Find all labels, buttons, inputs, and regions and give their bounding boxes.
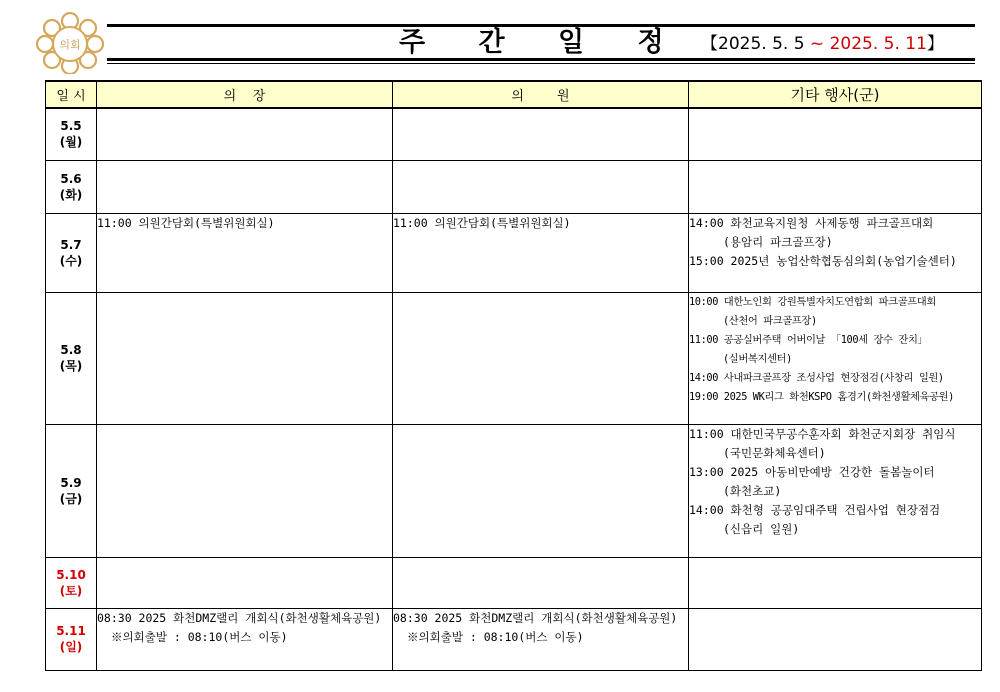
event-location: (산천어 파크골프장) — [723, 314, 817, 327]
date-cell — [46, 557, 97, 608]
other-cell — [689, 557, 982, 608]
event-location: (용암리 파크골프장) — [723, 234, 833, 249]
event-location: (화천초교) — [723, 483, 782, 498]
event-item — [689, 369, 981, 388]
event-text: 14:00 화천형 공공임대주택 건립사업 현장점검 — [689, 502, 941, 517]
weekday-label: (월) — [59, 135, 83, 150]
weekday-label: (화) — [59, 187, 83, 202]
other-cell — [689, 608, 982, 670]
event-item — [97, 214, 392, 233]
date-value: 5.5 — [60, 119, 82, 134]
table-row — [46, 108, 982, 160]
event-item — [689, 252, 981, 271]
date-cell — [46, 213, 97, 292]
chair-cell — [97, 160, 393, 213]
header-other-events: 기타 행사(군) — [689, 81, 982, 108]
event-text: 11:00 대한민국무공수훈자회 화천군지회장 취임식 — [689, 426, 956, 441]
title-rule-bottom-thin — [107, 63, 975, 64]
period-start: 2025. 5. 5 — [718, 34, 805, 54]
header-row — [46, 81, 982, 108]
event-location: (신읍리 일원) — [723, 521, 800, 536]
member-cell — [393, 213, 689, 292]
other-cell — [689, 292, 982, 424]
date-cell — [46, 424, 97, 557]
table-row — [46, 213, 982, 292]
event-item — [689, 425, 981, 463]
event-location: (실버복지센터) — [723, 352, 792, 365]
event-item — [393, 214, 688, 233]
event-text: 15:00 2025년 농업산학협동심의회(농업기술센터) — [689, 253, 957, 268]
event-item — [689, 463, 981, 501]
weekday-label: (수) — [59, 253, 83, 268]
date-value: 5.11 — [56, 624, 86, 638]
period-end: 2025. 5. 11 — [829, 34, 927, 54]
event-item — [689, 501, 981, 539]
member-cell — [393, 160, 689, 213]
weekday-label: (일) — [59, 640, 83, 654]
schedule-body — [46, 108, 982, 670]
emblem-text: 의회 — [59, 38, 81, 52]
date-cell — [46, 292, 97, 424]
page-title: 주 간 일 정 — [399, 27, 686, 58]
other-cell — [689, 108, 982, 160]
chair-cell — [97, 292, 393, 424]
table-row — [46, 557, 982, 608]
event-text: 14:00 화천교육지원청 사제동행 파크골프대회 — [689, 215, 934, 230]
period-separator: ~ — [804, 34, 830, 54]
title-bar — [107, 24, 975, 64]
event-item — [393, 609, 688, 647]
date-value: 5.10 — [56, 567, 86, 582]
header-member: 의 원 — [393, 81, 689, 108]
header-chair: 의 장 — [97, 81, 393, 108]
table-row — [46, 292, 982, 424]
chair-cell — [97, 213, 393, 292]
event-text: 08:30 2025 화천DMZ랠리 개회식(화천생활체육공원) — [393, 610, 678, 625]
header-date: 일 시 — [46, 81, 97, 108]
event-text: 11:00 의원간담회(특별위원회실) — [97, 215, 275, 230]
table-row — [46, 160, 982, 213]
event-text: 10:00 대한노인회 강원특별자치도연합회 파크골프대회 — [689, 295, 936, 308]
weekday-label: (토) — [59, 583, 83, 598]
member-cell — [393, 292, 689, 424]
weekly-schedule-table — [45, 80, 982, 671]
period-range — [701, 32, 944, 56]
chair-cell — [97, 108, 393, 160]
event-item — [689, 293, 981, 331]
event-text: 14:00 사내파크골프장 조성사업 현장점검(사창리 일원) — [689, 371, 944, 384]
member-cell — [393, 108, 689, 160]
event-note: ※의회출발 : 08:10(버스 이동) — [111, 629, 288, 644]
event-text: 08:30 2025 화천DMZ랠리 개회식(화천생활체육공원) — [97, 610, 382, 625]
event-item — [689, 214, 981, 252]
event-location: (국민문화체육센터) — [723, 445, 826, 460]
chair-cell — [97, 424, 393, 557]
member-cell — [393, 608, 689, 670]
other-cell — [689, 424, 982, 557]
date-value: 5.8 — [60, 343, 82, 357]
other-cell — [689, 213, 982, 292]
date-cell — [46, 608, 97, 670]
event-text: 11:00 공공실버주택 어버이날 「100세 장수 잔치」 — [689, 333, 928, 346]
other-cell — [689, 160, 982, 213]
event-item — [97, 609, 392, 647]
chair-cell — [97, 608, 393, 670]
council-emblem-logo — [36, 12, 104, 74]
date-value: 5.7 — [60, 237, 82, 252]
weekday-label: (목) — [59, 359, 83, 373]
chair-cell — [97, 557, 393, 608]
weekday-label: (금) — [59, 491, 83, 506]
event-text: 13:00 2025 아동비만예방 건강한 돌봄놀이터 — [689, 464, 935, 479]
event-item — [689, 331, 981, 369]
event-text: 19:00 2025 WK리그 화천KSPO 홈경기(화천생활체육공원) — [689, 390, 954, 403]
date-value: 5.6 — [60, 171, 82, 186]
date-cell — [46, 108, 97, 160]
title-rule-bottom — [107, 58, 975, 61]
event-item — [689, 388, 981, 407]
period-close-bracket: 】 — [926, 34, 944, 54]
member-cell — [393, 424, 689, 557]
member-cell — [393, 557, 689, 608]
event-note: ※의회출발 : 08:10(버스 이동) — [407, 629, 584, 644]
date-value: 5.9 — [60, 475, 82, 490]
table-row — [46, 608, 982, 670]
date-cell — [46, 160, 97, 213]
period-open-bracket: 【 — [701, 34, 718, 54]
table-row — [46, 424, 982, 557]
event-text: 11:00 의원간담회(특별위원회실) — [393, 215, 571, 230]
